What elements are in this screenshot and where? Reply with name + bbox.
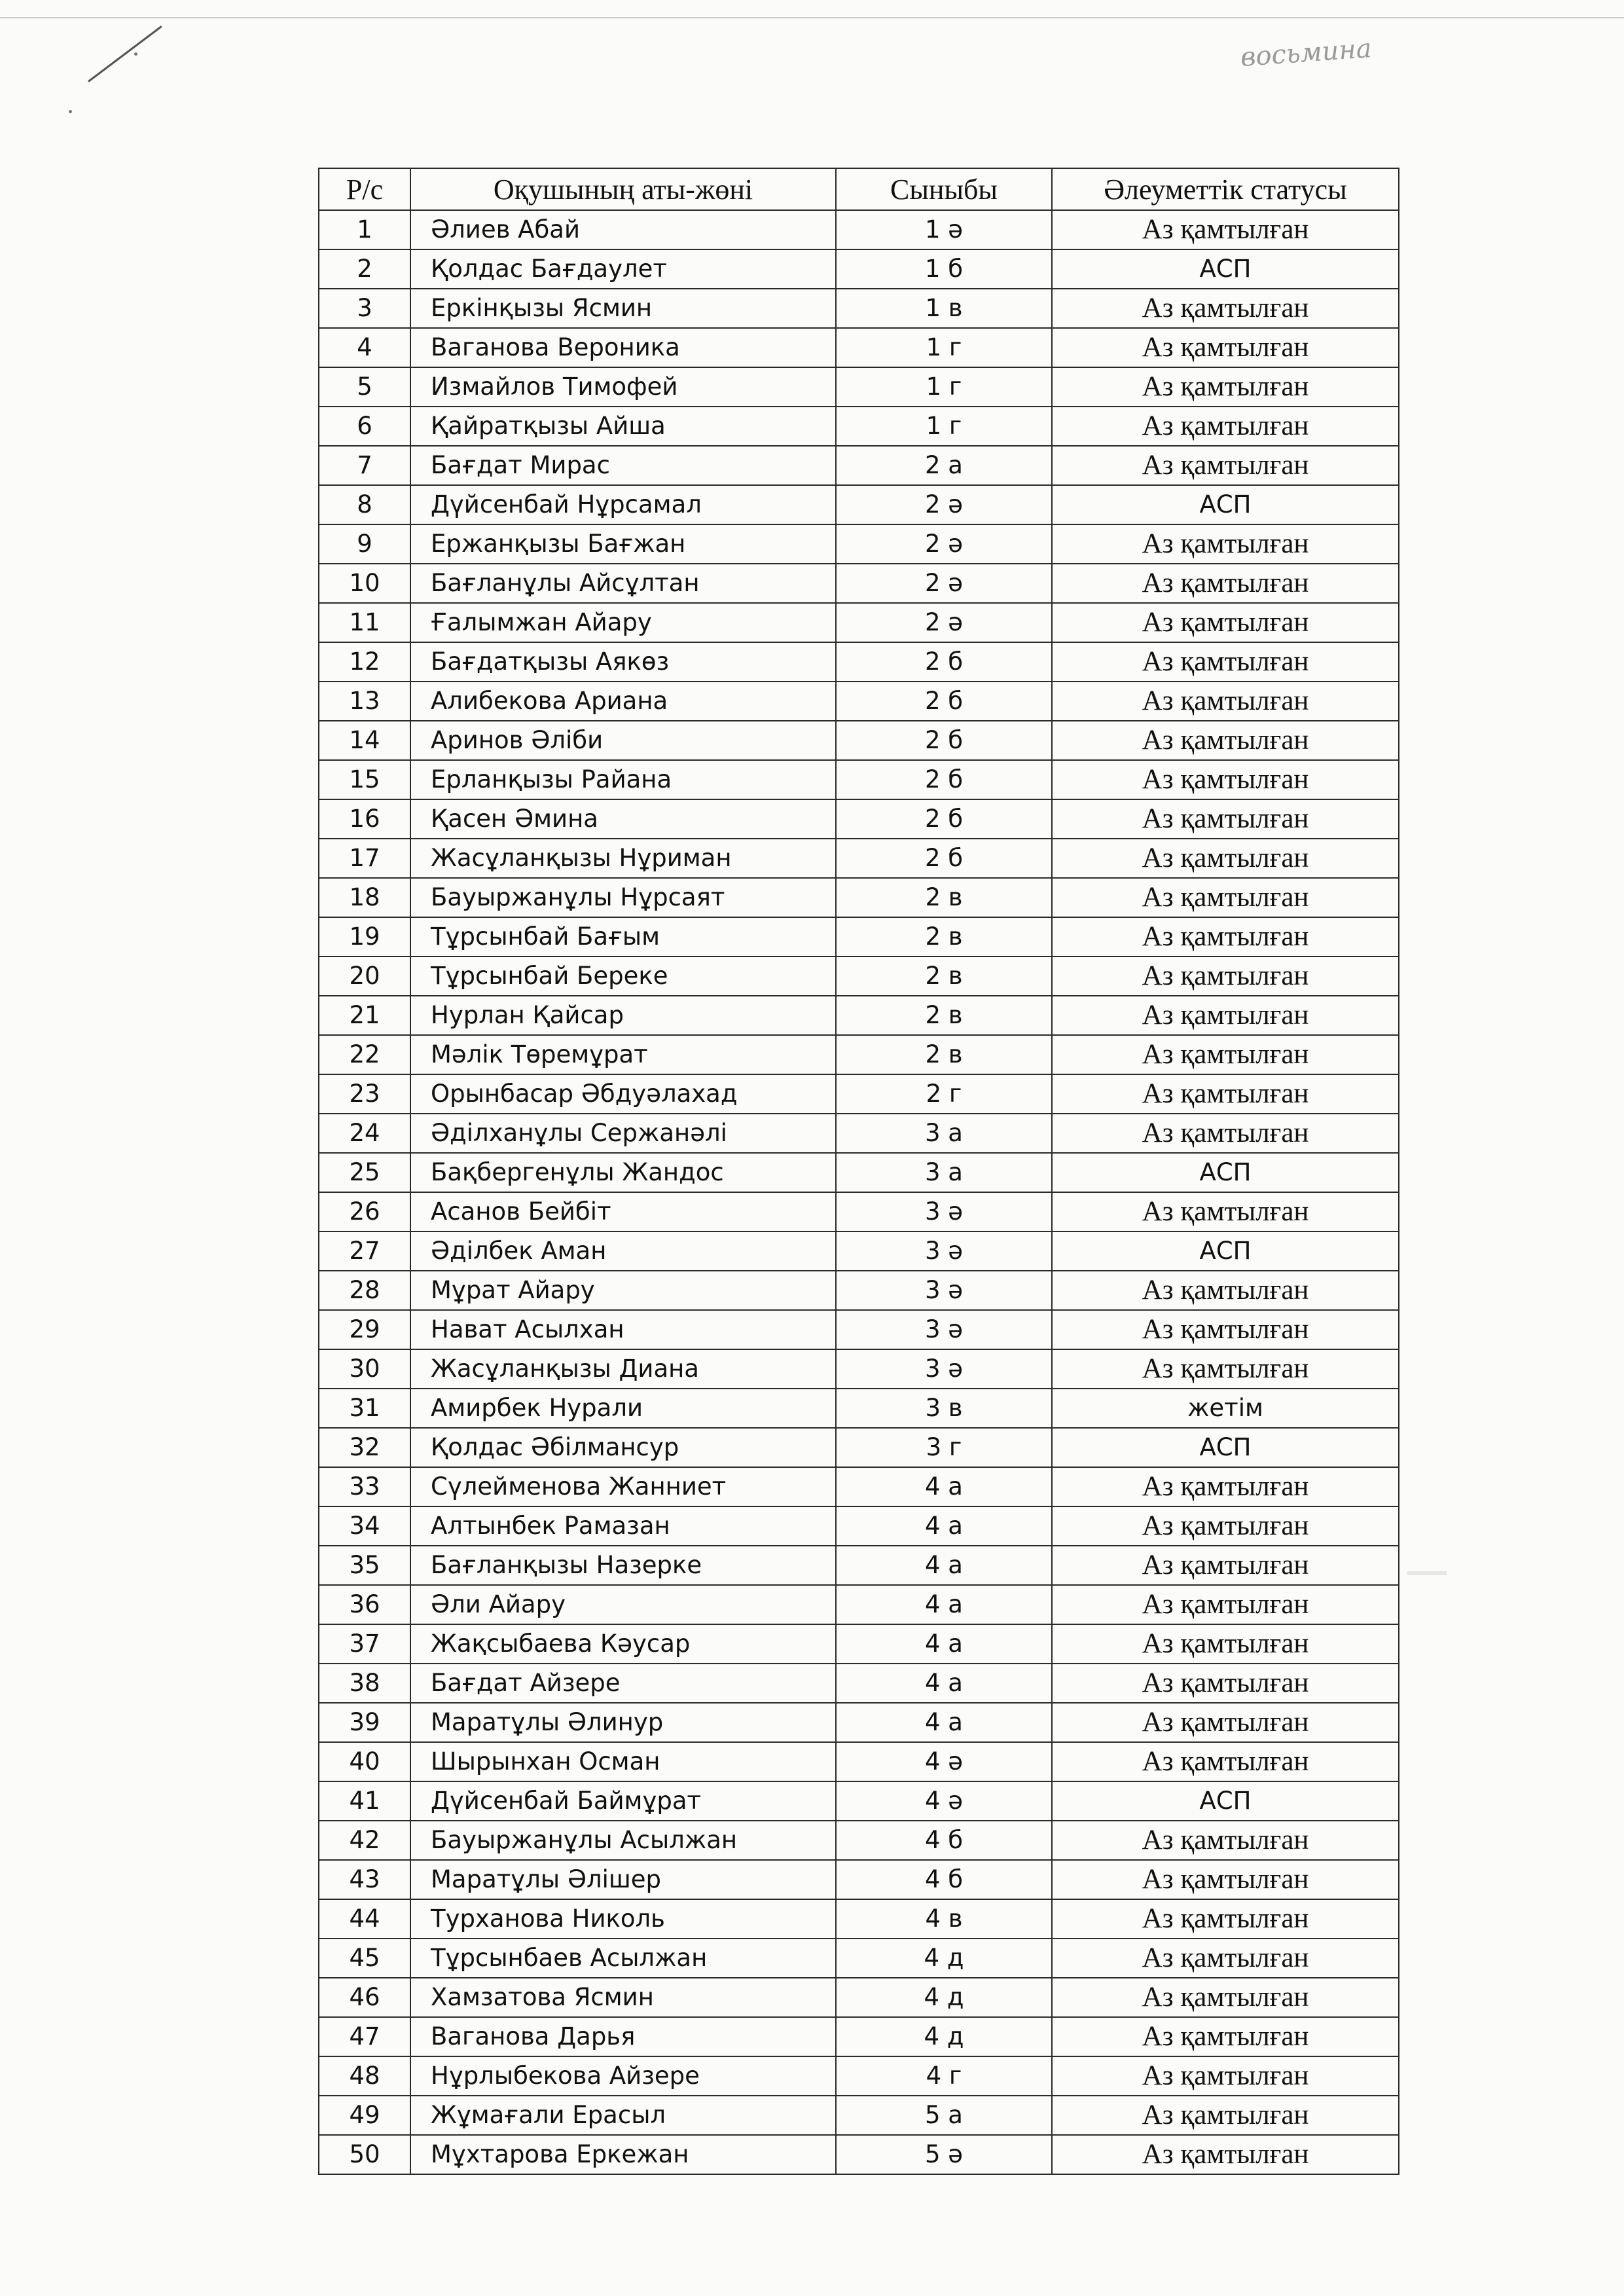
- row-number: 14: [319, 721, 410, 760]
- status-cell: Аз қамтылған: [1052, 1664, 1399, 1703]
- table-row: [319, 1781, 1399, 1821]
- status-cell: Аз қамтылған: [1052, 2135, 1399, 2174]
- row-number: 39: [319, 1703, 410, 1742]
- row-number: 40: [319, 1742, 410, 1781]
- table-row: [319, 1899, 1399, 1939]
- table-row: [319, 289, 1399, 328]
- table-row: [319, 682, 1399, 721]
- student-name: Ваганова Вероника: [410, 328, 836, 367]
- row-number: 3: [319, 289, 410, 328]
- row-number: 2: [319, 249, 410, 289]
- row-number: 22: [319, 1035, 410, 1074]
- status-cell: Аз қамтылған: [1052, 1546, 1399, 1585]
- table-row: [319, 1860, 1399, 1899]
- student-name: Асанов Бейбіт: [410, 1192, 836, 1231]
- class-cell: 4 в: [836, 1899, 1052, 1939]
- student-name: Жұмағали Ерасыл: [410, 2096, 836, 2135]
- student-name: Ғалымжан Айару: [410, 603, 836, 642]
- row-number: 15: [319, 760, 410, 799]
- student-name: Нұрлыбекова Айзере: [410, 2056, 836, 2096]
- row-number: 48: [319, 2056, 410, 2096]
- class-cell: 2 а: [836, 446, 1052, 485]
- status-cell: Аз қамтылған: [1052, 1467, 1399, 1506]
- class-cell: 3 ә: [836, 1271, 1052, 1310]
- student-name: Ерланқызы Райана: [410, 760, 836, 799]
- table-row: [319, 799, 1399, 839]
- status-cell: Аз қамтылған: [1052, 760, 1399, 799]
- class-cell: 2 ә: [836, 524, 1052, 564]
- class-cell: 3 ә: [836, 1310, 1052, 1349]
- table-row: [319, 1546, 1399, 1585]
- header-student-name: Оқушының аты-жөні: [410, 168, 836, 210]
- table-row: [319, 328, 1399, 367]
- class-cell: 4 д: [836, 1939, 1052, 1978]
- class-cell: 4 а: [836, 1703, 1052, 1742]
- table-row: [319, 1231, 1399, 1271]
- status-cell: Аз қамтылған: [1052, 1074, 1399, 1114]
- status-cell: Аз қамтылған: [1052, 328, 1399, 367]
- class-cell: 4 ә: [836, 1781, 1052, 1821]
- class-cell: 2 ә: [836, 564, 1052, 603]
- table-row: [319, 1939, 1399, 1978]
- row-number: 29: [319, 1310, 410, 1349]
- status-cell: АСП: [1052, 1231, 1399, 1271]
- table-row: [319, 367, 1399, 407]
- table-row: [319, 2135, 1399, 2174]
- row-number: 20: [319, 957, 410, 996]
- table-row: [319, 1664, 1399, 1703]
- table-row: [319, 2056, 1399, 2096]
- table-row: [319, 603, 1399, 642]
- student-name: Бауыржанұлы Нұрсаят: [410, 878, 836, 917]
- class-cell: 1 г: [836, 367, 1052, 407]
- table-row: [319, 1703, 1399, 1742]
- table-row: [319, 1624, 1399, 1664]
- row-number: 7: [319, 446, 410, 485]
- table-row: [319, 1349, 1399, 1389]
- row-number: 35: [319, 1546, 410, 1585]
- class-cell: 3 в: [836, 1389, 1052, 1428]
- status-cell: Аз қамтылған: [1052, 1703, 1399, 1742]
- row-number: 32: [319, 1428, 410, 1467]
- table-row: [319, 1192, 1399, 1231]
- row-number: 27: [319, 1231, 410, 1271]
- status-cell: Аз қамтылған: [1052, 957, 1399, 996]
- student-name: Хамзатова Ясмин: [410, 1978, 836, 2017]
- status-cell: Аз қамтылған: [1052, 996, 1399, 1035]
- table-row: [319, 1742, 1399, 1781]
- status-cell: Аз қамтылған: [1052, 721, 1399, 760]
- table-row: [319, 1153, 1399, 1192]
- class-cell: 2 б: [836, 760, 1052, 799]
- student-name: Қолдас Бағдаулет: [410, 249, 836, 289]
- student-name: Тұрсынбай Береке: [410, 957, 836, 996]
- row-number: 12: [319, 642, 410, 682]
- table-row: [319, 721, 1399, 760]
- student-name: Тұрсынбай Бағым: [410, 917, 836, 957]
- row-number: 41: [319, 1781, 410, 1821]
- class-cell: 2 б: [836, 642, 1052, 682]
- student-name: Шырынхан Осман: [410, 1742, 836, 1781]
- handwritten-note: восьмина: [1239, 33, 1373, 73]
- header-social-status: Әлеуметтік статусы: [1052, 168, 1399, 210]
- row-number: 21: [319, 996, 410, 1035]
- status-cell: Аз қамтылған: [1052, 1742, 1399, 1781]
- table-row: [319, 917, 1399, 957]
- class-cell: 1 г: [836, 328, 1052, 367]
- table-row: [319, 1310, 1399, 1349]
- row-number: 28: [319, 1271, 410, 1310]
- row-number: 44: [319, 1899, 410, 1939]
- status-cell: АСП: [1052, 1428, 1399, 1467]
- class-cell: 3 ә: [836, 1349, 1052, 1389]
- class-cell: 4 д: [836, 1978, 1052, 2017]
- class-cell: 1 г: [836, 407, 1052, 446]
- class-cell: 1 ә: [836, 210, 1052, 249]
- table-row: [319, 1978, 1399, 2017]
- class-cell: 2 б: [836, 721, 1052, 760]
- row-number: 46: [319, 1978, 410, 2017]
- student-name: Әділханұлы Сержанәлі: [410, 1114, 836, 1153]
- row-number: 16: [319, 799, 410, 839]
- row-number: 34: [319, 1506, 410, 1546]
- status-cell: Аз қамтылған: [1052, 1192, 1399, 1231]
- class-cell: 3 ә: [836, 1231, 1052, 1271]
- status-cell: АСП: [1052, 485, 1399, 524]
- status-cell: Аз қамтылған: [1052, 1114, 1399, 1153]
- class-cell: 2 в: [836, 917, 1052, 957]
- student-name: Маратұлы Әлинур: [410, 1703, 836, 1742]
- class-cell: 3 а: [836, 1114, 1052, 1153]
- row-number: 47: [319, 2017, 410, 2056]
- table-row: [319, 1821, 1399, 1860]
- class-cell: 2 в: [836, 957, 1052, 996]
- student-name: Мұхтарова Еркежан: [410, 2135, 836, 2174]
- status-cell: Аз қамтылған: [1052, 1310, 1399, 1349]
- student-name: Бағдат Мирас: [410, 446, 836, 485]
- status-cell: Аз қамтылған: [1052, 446, 1399, 485]
- student-name: Қайратқызы Айша: [410, 407, 836, 446]
- class-cell: 4 а: [836, 1467, 1052, 1506]
- row-number: 50: [319, 2135, 410, 2174]
- class-cell: 4 б: [836, 1821, 1052, 1860]
- status-cell: Аз қамтылған: [1052, 642, 1399, 682]
- table-row: [319, 2017, 1399, 2056]
- status-cell: Аз қамтылған: [1052, 1939, 1399, 1978]
- student-name: Мәлік Төремұрат: [410, 1035, 836, 1074]
- class-cell: 3 ә: [836, 1192, 1052, 1231]
- row-number: 42: [319, 1821, 410, 1860]
- table-row: [319, 1467, 1399, 1506]
- class-cell: 4 б: [836, 1860, 1052, 1899]
- table-row: [319, 1035, 1399, 1074]
- row-number: 6: [319, 407, 410, 446]
- student-name: Турханова Николь: [410, 1899, 836, 1939]
- row-number: 18: [319, 878, 410, 917]
- class-cell: 1 в: [836, 289, 1052, 328]
- row-number: 37: [319, 1624, 410, 1664]
- class-cell: 4 ә: [836, 1742, 1052, 1781]
- students-table: [318, 168, 1399, 2175]
- status-cell: Аз қамтылған: [1052, 1860, 1399, 1899]
- row-number: 23: [319, 1074, 410, 1114]
- table-row: [319, 485, 1399, 524]
- status-cell: Аз қамтылған: [1052, 878, 1399, 917]
- table-header-row: [319, 168, 1399, 210]
- row-number: 11: [319, 603, 410, 642]
- student-name: Тұрсынбаев Асылжан: [410, 1939, 836, 1978]
- row-number: 5: [319, 367, 410, 407]
- class-cell: 2 в: [836, 878, 1052, 917]
- class-cell: 2 б: [836, 799, 1052, 839]
- status-cell: Аз қамтылған: [1052, 799, 1399, 839]
- student-name: Орынбасар Әбдуәлахад: [410, 1074, 836, 1114]
- table-row: [319, 996, 1399, 1035]
- status-cell: Аз қамтылған: [1052, 564, 1399, 603]
- class-cell: 2 б: [836, 839, 1052, 878]
- student-name: Аринов Әліби: [410, 721, 836, 760]
- student-name: Еркінқызы Ясмин: [410, 289, 836, 328]
- row-number: 25: [319, 1153, 410, 1192]
- header-number: Р/с: [319, 168, 410, 210]
- student-name: Алтынбек Рамазан: [410, 1506, 836, 1546]
- status-cell: Аз қамтылған: [1052, 682, 1399, 721]
- student-name: Жасұланқызы Нұриман: [410, 839, 836, 878]
- table-row: [319, 524, 1399, 564]
- pen-mark: [88, 26, 162, 82]
- table-row: [319, 249, 1399, 289]
- table-row: [319, 1428, 1399, 1467]
- student-name: Амирбек Нурали: [410, 1389, 836, 1428]
- status-cell: Аз қамтылған: [1052, 524, 1399, 564]
- status-cell: Аз қамтылған: [1052, 1978, 1399, 2017]
- student-name: Дүйсенбай Нұрсамал: [410, 485, 836, 524]
- student-name: Нават Асылхан: [410, 1310, 836, 1349]
- student-name: Қолдас Әбілмансур: [410, 1428, 836, 1467]
- status-cell: Аз қамтылған: [1052, 2056, 1399, 2096]
- row-number: 43: [319, 1860, 410, 1899]
- header-class: Сыныбы: [836, 168, 1052, 210]
- row-number: 36: [319, 1585, 410, 1624]
- class-cell: 2 ә: [836, 603, 1052, 642]
- status-cell: Аз қамтылған: [1052, 1624, 1399, 1664]
- row-number: 17: [319, 839, 410, 878]
- student-name: Бағланқызы Назерке: [410, 1546, 836, 1585]
- status-cell: Аз қамтылған: [1052, 1899, 1399, 1939]
- student-name: Дүйсенбай Баймұрат: [410, 1781, 836, 1821]
- status-cell: Аз қамтылған: [1052, 1585, 1399, 1624]
- row-number: 9: [319, 524, 410, 564]
- student-name: Бақбергенұлы Жандос: [410, 1153, 836, 1192]
- class-cell: 3 г: [836, 1428, 1052, 1467]
- class-cell: 5 а: [836, 2096, 1052, 2135]
- status-cell: Аз қамтылған: [1052, 917, 1399, 957]
- student-name: Жасұланқызы Диана: [410, 1349, 836, 1389]
- student-name: Әлиев Абай: [410, 210, 836, 249]
- status-cell: Аз қамтылған: [1052, 839, 1399, 878]
- row-number: 8: [319, 485, 410, 524]
- row-number: 30: [319, 1349, 410, 1389]
- student-name: Бауыржанұлы Асылжан: [410, 1821, 836, 1860]
- table-row: [319, 407, 1399, 446]
- ink-dot: [134, 52, 137, 56]
- status-cell: Аз қамтылған: [1052, 1349, 1399, 1389]
- row-number: 4: [319, 328, 410, 367]
- table-row: [319, 1074, 1399, 1114]
- class-cell: 2 в: [836, 1035, 1052, 1074]
- class-cell: 2 в: [836, 996, 1052, 1035]
- ink-dot: [69, 110, 72, 113]
- row-number: 26: [319, 1192, 410, 1231]
- student-name: Нурлан Қайсар: [410, 996, 836, 1035]
- student-name: Бағдат Айзере: [410, 1664, 836, 1703]
- table-row: [319, 1506, 1399, 1546]
- student-name: Сүлейменова Жанниет: [410, 1467, 836, 1506]
- table-row: [319, 1585, 1399, 1624]
- status-cell: Аз қамтылған: [1052, 2017, 1399, 2056]
- student-name: Ваганова Дарья: [410, 2017, 836, 2056]
- class-cell: 4 а: [836, 1546, 1052, 1585]
- table-row: [319, 2096, 1399, 2135]
- class-cell: 2 ә: [836, 485, 1052, 524]
- row-number: 45: [319, 1939, 410, 1978]
- table-row: [319, 839, 1399, 878]
- student-name: Ержанқызы Бағжан: [410, 524, 836, 564]
- class-cell: 1 б: [836, 249, 1052, 289]
- table-row: [319, 760, 1399, 799]
- status-cell: Аз қамтылған: [1052, 603, 1399, 642]
- class-cell: 4 а: [836, 1624, 1052, 1664]
- student-name: Бағдатқызы Аякөз: [410, 642, 836, 682]
- status-cell: АСП: [1052, 1781, 1399, 1821]
- status-cell: жетім: [1052, 1389, 1399, 1428]
- table-row: [319, 210, 1399, 249]
- status-cell: Аз қамтылған: [1052, 210, 1399, 249]
- class-cell: 4 а: [836, 1585, 1052, 1624]
- status-cell: Аз қамтылған: [1052, 1821, 1399, 1860]
- class-cell: 2 б: [836, 682, 1052, 721]
- class-cell: 5 ә: [836, 2135, 1052, 2174]
- status-cell: Аз қамтылған: [1052, 407, 1399, 446]
- row-number: 10: [319, 564, 410, 603]
- class-cell: 4 г: [836, 2056, 1052, 2096]
- row-number: 31: [319, 1389, 410, 1428]
- class-cell: 4 а: [836, 1506, 1052, 1546]
- table-row: [319, 642, 1399, 682]
- student-name: Қасен Әмина: [410, 799, 836, 839]
- status-cell: АСП: [1052, 249, 1399, 289]
- row-number: 33: [319, 1467, 410, 1506]
- status-cell: Аз қамтылған: [1052, 2096, 1399, 2135]
- status-cell: Аз қамтылған: [1052, 1506, 1399, 1546]
- row-number: 49: [319, 2096, 410, 2135]
- table-row: [319, 957, 1399, 996]
- row-number: 24: [319, 1114, 410, 1153]
- student-name: Измайлов Тимофей: [410, 367, 836, 407]
- status-cell: Аз қамтылған: [1052, 1271, 1399, 1310]
- table-row: [319, 446, 1399, 485]
- class-cell: 4 д: [836, 2017, 1052, 2056]
- status-cell: АСП: [1052, 1153, 1399, 1192]
- row-number: 13: [319, 682, 410, 721]
- class-cell: 4 а: [836, 1664, 1052, 1703]
- table-row: [319, 1271, 1399, 1310]
- student-name: Әділбек Аман: [410, 1231, 836, 1271]
- status-cell: Аз қамтылған: [1052, 367, 1399, 407]
- table-row: [319, 564, 1399, 603]
- student-name: Мұрат Айару: [410, 1271, 836, 1310]
- table-row: [319, 878, 1399, 917]
- class-cell: 2 г: [836, 1074, 1052, 1114]
- scan-smudge: [1407, 1571, 1447, 1575]
- status-cell: Аз қамтылған: [1052, 289, 1399, 328]
- student-name: Маратұлы Әлішер: [410, 1860, 836, 1899]
- table-row: [319, 1389, 1399, 1428]
- table-row: [319, 1114, 1399, 1153]
- student-name: Алибекова Ариана: [410, 682, 836, 721]
- class-cell: 3 а: [836, 1153, 1052, 1192]
- student-name: Бағланұлы Айсұлтан: [410, 564, 836, 603]
- row-number: 19: [319, 917, 410, 957]
- table-body: [319, 210, 1399, 2174]
- student-name: Жақсыбаева Кәусар: [410, 1624, 836, 1664]
- row-number: 1: [319, 210, 410, 249]
- row-number: 38: [319, 1664, 410, 1703]
- page-top-edge: [0, 17, 1624, 18]
- student-name: Әли Айару: [410, 1585, 836, 1624]
- status-cell: Аз қамтылған: [1052, 1035, 1399, 1074]
